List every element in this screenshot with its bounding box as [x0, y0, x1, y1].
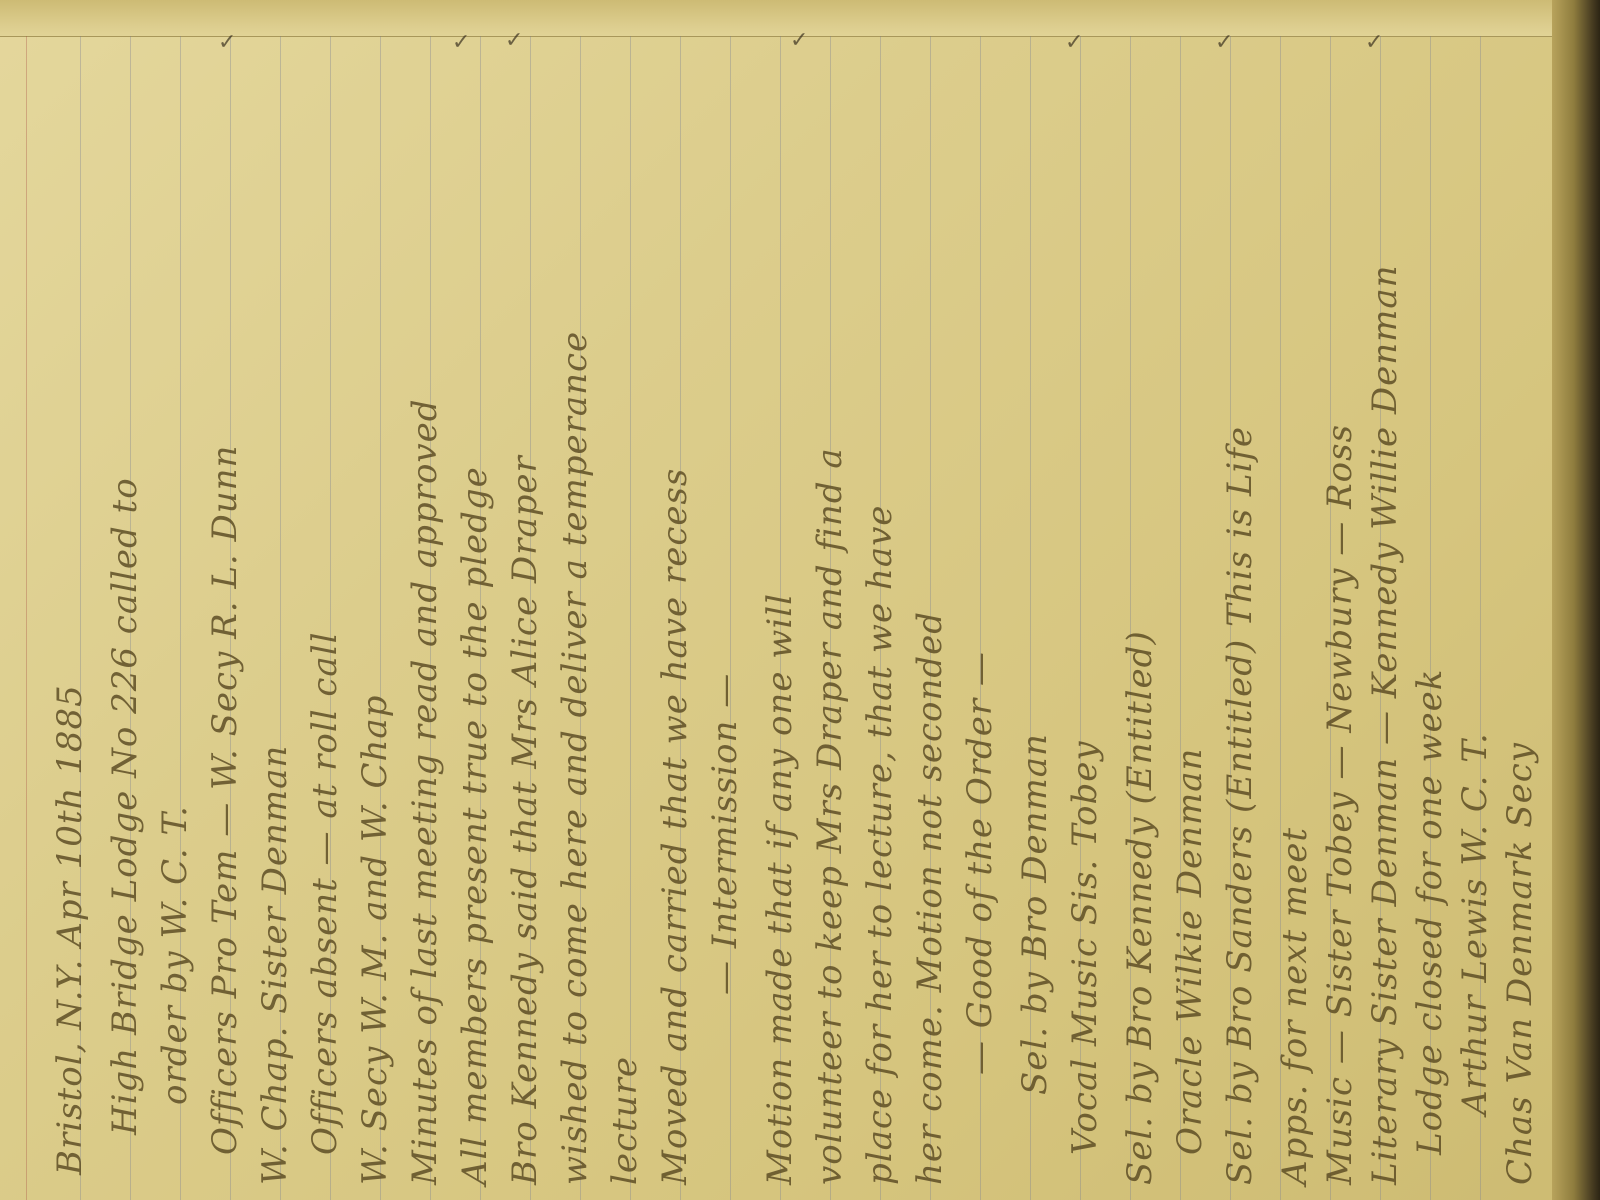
handwritten-minutes	[30, 35, 1540, 1195]
minutes-line: Minutes of last meeting read and approved	[405, 398, 445, 1185]
margin-tick-mark: ✓	[1215, 30, 1234, 55]
minutes-line: Oracle Wilkie Denman	[1170, 747, 1210, 1155]
minutes-line: W. Chap. Sister Denman	[255, 744, 295, 1185]
minutes-line: Bristol, N.Y. Apr 10th 1885	[50, 684, 90, 1175]
minutes-line: Apps. for next meet	[1275, 826, 1315, 1185]
margin-tick-mark: ✓	[1365, 30, 1384, 55]
minutes-line: lecture	[605, 1056, 645, 1185]
minutes-line: W. Secy W. M. and W. Chap	[355, 694, 395, 1185]
minutes-line: Chas Van Denmark Secy	[1500, 742, 1540, 1185]
minutes-line: her come. Motion not seconded	[910, 610, 950, 1185]
minutes-line: High Bridge Lodge No 226 called to	[105, 477, 145, 1135]
minutes-line: Vocal Music Sis. Tobey	[1065, 740, 1105, 1155]
minutes-line: Arthur Lewis W. C. T.	[1455, 732, 1495, 1115]
book-spine	[1552, 0, 1600, 1200]
minutes-line: Bro Kennedy said that Mrs Alice Draper	[505, 455, 545, 1185]
minutes-line: place for her to lecture, that we have	[860, 504, 900, 1185]
margin-tick-mark: ✓	[452, 30, 471, 55]
minutes-line: Music — Sister Tobey — Newbury — Ross	[1320, 423, 1360, 1185]
minutes-line: Motion made that if any one will	[760, 593, 800, 1185]
minutes-line: Officers Pro Tem — W. Secy R. L. Dunn	[205, 444, 245, 1155]
margin-tick-mark: ✓	[218, 30, 237, 55]
minutes-line: wished to come here and deliver a temperance	[555, 330, 595, 1185]
minutes-line: Officers absent — at roll call	[305, 631, 345, 1155]
minutes-line: All members present true to the pledge	[455, 466, 495, 1185]
minutes-line: Lodge closed for one week	[1410, 668, 1450, 1155]
margin-tick-mark: ✓	[1065, 30, 1084, 55]
minutes-line: Sel. by Bro Denman	[1015, 733, 1055, 1095]
margin-tick-mark: ✓	[505, 28, 524, 53]
minutes-line: Literary Sister Denman — Kennedy Willie Denman	[1365, 264, 1405, 1185]
minutes-line: Sel. by Bro Kennedy (Entitled)	[1120, 630, 1160, 1185]
margin-tick-mark: ✓	[790, 28, 809, 53]
minutes-line: volunteer to keep Mrs Draper and find a	[810, 447, 850, 1185]
minutes-line: order by W. C. T.	[155, 805, 195, 1105]
minutes-line: Moved and carried that we have recess	[655, 467, 695, 1185]
minutes-line: — Good of the Order —	[960, 651, 1000, 1075]
ruled-margin-line	[26, 36, 27, 1200]
minutes-line: — Intermission —	[705, 672, 745, 995]
minutes-line: Sel. by Bro Sanders (Entitled) This is Life	[1220, 425, 1260, 1185]
